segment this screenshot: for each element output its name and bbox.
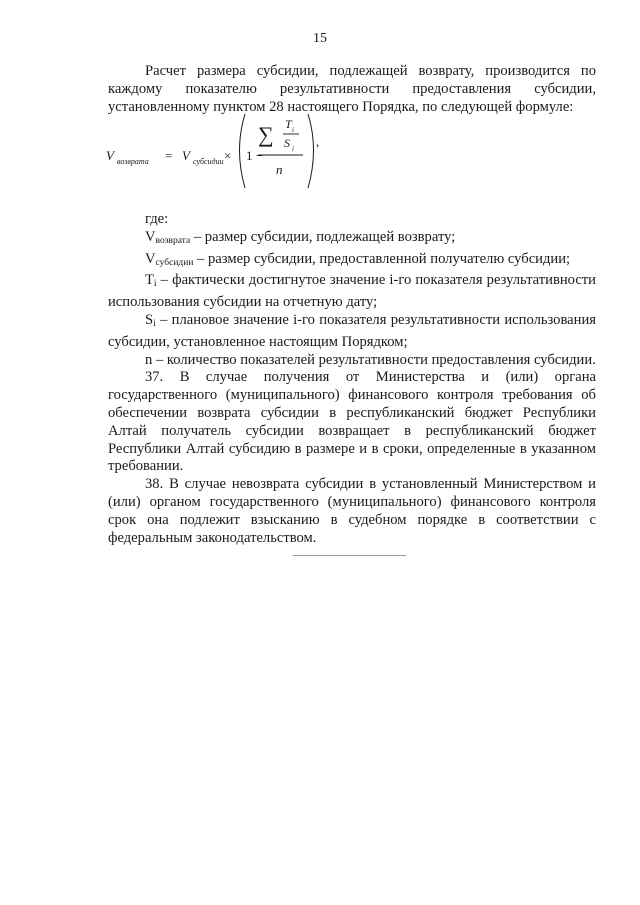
where-label: где: (145, 211, 169, 227)
formula-v-return: V (106, 148, 114, 163)
v-subsidy-subscript: субсидии (155, 257, 194, 268)
definition-n: n – количество показателей результативности предоставления субсидии. (145, 351, 596, 368)
page-number: 15 (313, 31, 327, 46)
formula-one-minus: 1 − (246, 148, 264, 163)
definitions-section (108, 211, 596, 547)
clause-38: 38. В случае невозврата субсидии в установленный Министерством и (или) органом государственного (муниципального) финансового контроля срок она подлежит взысканию в судебном порядке в соответствии с федеральным законодательством. (108, 476, 596, 546)
formula-v-subsidy-subscript: субсидии (193, 157, 224, 166)
formula-comma: , (316, 134, 320, 149)
formula-s-subscript: i (292, 145, 294, 153)
formula-s: S (284, 136, 290, 150)
t-subscript: i (153, 279, 157, 290)
definition-v-return (108, 229, 596, 251)
v-return-subscript: возврата (155, 235, 191, 246)
t-symbol: T (145, 272, 154, 289)
formula-t: T (285, 117, 292, 131)
definition-v-subsidy (108, 251, 596, 273)
v-return-description: – размер субсидии, подлежащей возврату; (190, 228, 456, 245)
v-subsidy-description: – размер субсидии, предоставленной получателю субсидии; (193, 250, 571, 267)
formula-left-paren (240, 114, 246, 188)
formula-n: n (276, 162, 283, 177)
clause-37: 37. В случае получения от Министерства и (или) органа государственного (муниципального) финансового контроля требования об обеспечении возврата субсидии в республиканский бюджет Республики Алтай получатель субсидии возвращает в республиканский бюджет Республики Алтай субсидию в размере и в сроки, определенные в указанном требовании. (108, 369, 596, 475)
formula-v-return-subscript: возврата (117, 157, 149, 166)
v-subsidy-symbol: V (145, 250, 156, 267)
formula-sum-sign: ∑ (258, 122, 274, 147)
s-symbol: S (145, 311, 154, 328)
definition-s (108, 312, 596, 352)
intro-paragraph: Расчет размера субсидии, подлежащей возврату, производится по каждому показателю результативности предоставления субсидии, установленному пунктом 28 настоящего Порядка, по следующей формуле: (108, 63, 596, 115)
t-description: – фактически достигнутое значение i-го показателя результативности использования субсидии на отчетную дату; (108, 272, 596, 311)
formula-t-subscript: i (292, 126, 294, 134)
definition-t (108, 272, 596, 312)
v-return-symbol: V (145, 228, 156, 245)
s-description: – плановое значение i-го показателя результативности использования субсидии, установленное настоящим Порядком; (108, 311, 596, 350)
formula-v-subsidy: V (182, 148, 190, 163)
formula-times: × (224, 148, 232, 163)
formula-right-paren (308, 114, 314, 188)
intro-section (108, 63, 596, 116)
s-subscript: i (153, 318, 156, 329)
end-of-text-rule (293, 555, 406, 556)
formula-equals: = (165, 148, 173, 163)
